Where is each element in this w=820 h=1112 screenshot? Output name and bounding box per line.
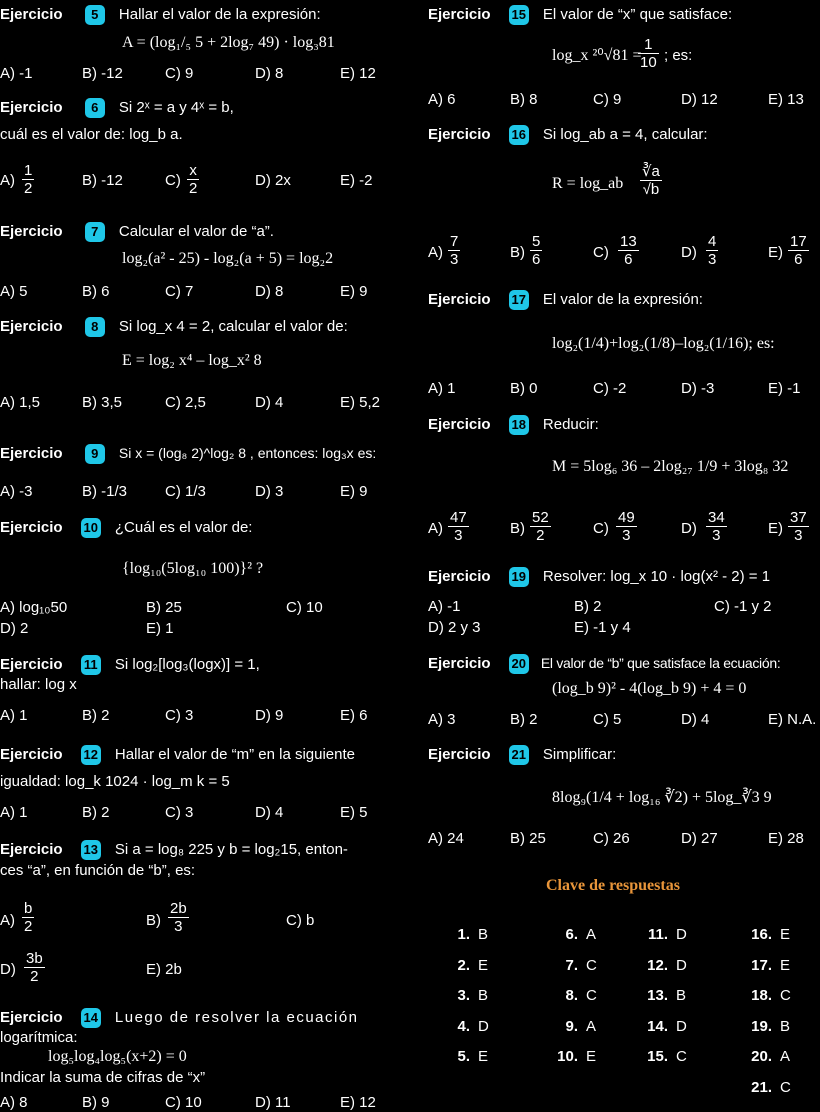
fraction: $\frac{b}{2}$ — [24, 900, 33, 935]
answer-key-number: 17. — [751, 956, 772, 974]
option: B) 6 — [82, 283, 110, 300]
option: C) 9 — [593, 91, 622, 108]
option: E) 12 — [340, 1094, 376, 1111]
answer-key-number: 12. — [647, 956, 668, 974]
exercise-20-header — [428, 654, 780, 674]
exercise-8-header — [0, 317, 348, 337]
option: A) -1 — [0, 65, 33, 82]
exercise-label: Ejercicio — [428, 567, 491, 585]
answer-key-item — [550, 987, 597, 1004]
answer-key-number: 21. — [751, 1078, 772, 1096]
exercise-8-expression: E = log₂ x⁴ – log_x² 8 — [122, 352, 262, 369]
exercise-16-expression: R = log_ab — [552, 175, 624, 192]
option: E) 9 — [340, 483, 368, 500]
option: D) 8 — [255, 65, 284, 82]
answer-key-letter: E — [780, 956, 791, 974]
exercise-text: Resolver: log_x 10 · log(x² - 2) = 1 — [542, 567, 771, 585]
option: E) 5 — [340, 804, 368, 821]
exercise-text: Si log₂[log₃(logx)] = 1, — [114, 655, 260, 673]
option: A) -1 — [428, 598, 461, 615]
exercise-label: Ejercicio — [0, 1008, 63, 1026]
answer-key-letter: C — [780, 987, 791, 1004]
exercise-text: igualdad: log_k 1024 · log_m k = 5 — [0, 773, 230, 790]
exercise-text: El valor de la expresión: — [542, 290, 703, 308]
exercise-label: Ejercicio — [0, 745, 63, 763]
answer-key-letter: D — [478, 1017, 489, 1035]
answer-key-letter: E — [478, 956, 489, 974]
option: A) 3 — [428, 711, 456, 728]
option: C) 5 — [593, 711, 622, 728]
option: D) 11 — [255, 1094, 291, 1111]
option: E) -2 — [340, 172, 373, 189]
exercise-5-expression: A = (log₁/₅ 5 + 2log₇ 49) · log₃81 — [122, 34, 335, 51]
exercise-number: 18 — [509, 415, 529, 435]
exercise-label: Ejercicio — [428, 415, 491, 433]
exercise-text: Indicar la suma de cifras de “x” — [0, 1069, 206, 1086]
exercise-label: Ejercicio — [428, 290, 491, 308]
fraction: $\frac{17}{6}$ — [790, 233, 807, 268]
option: B) 8 — [510, 91, 538, 108]
option: E) 28 — [768, 830, 804, 847]
answer-key-number: 6. — [565, 926, 578, 943]
answer-key-item — [640, 987, 686, 1004]
answer-key-item — [442, 1018, 489, 1035]
answer-key-number: 15. — [647, 1048, 668, 1065]
exercise-text: cuál es el valor de: log_b a. — [0, 126, 183, 143]
option: C) 26 — [593, 830, 630, 847]
answer-key-item — [442, 1048, 488, 1065]
exercise-number: 13 — [81, 840, 101, 860]
option: C) b — [286, 912, 315, 929]
option: A) 1 — [0, 707, 28, 724]
option: C) 2,5 — [165, 394, 206, 411]
option: E) 5,2 — [340, 394, 381, 411]
exercise-number: 21 — [509, 745, 529, 765]
exercise-14-header — [0, 1008, 359, 1028]
option: D) — [681, 244, 697, 261]
option: B) -12 — [82, 172, 123, 189]
exercise-number: 12 — [81, 745, 101, 765]
option: B) 0 — [510, 380, 538, 397]
option: A) 1 — [428, 380, 456, 397]
answer-key-letter: D — [676, 956, 687, 974]
option: A) 1,5 — [0, 394, 41, 411]
option: E) 6 — [340, 707, 368, 724]
option: D) — [0, 961, 16, 978]
option: D) -3 — [681, 380, 715, 397]
answer-key-number: 5. — [457, 1048, 470, 1065]
answer-key-letter: A — [586, 926, 597, 943]
fraction: $\frac{1}{2}$ — [24, 162, 33, 197]
exercise-text: El valor de “b” que satisface la ecuación: — [540, 654, 781, 671]
exercise-label: Ejercicio — [0, 655, 63, 673]
answer-key-item — [550, 1018, 596, 1035]
exercise-9-header — [0, 444, 376, 464]
fraction: $\frac{52}{2}$ — [532, 509, 549, 544]
option: A) 24 — [428, 830, 464, 847]
option: A) -3 — [0, 483, 33, 500]
answer-key-letter: B — [676, 987, 687, 1004]
answer-key-letter: D — [676, 1017, 687, 1035]
exercise-label: Ejercicio — [0, 317, 63, 335]
exercise-text: Hallar el valor de “m” en la siguiente — [114, 745, 356, 763]
answer-key-number: 4. — [457, 1017, 470, 1035]
option: E) 9 — [340, 283, 368, 300]
answer-key-letter: C — [586, 987, 597, 1004]
answer-key-item — [550, 1048, 596, 1065]
exercise-label: Ejercicio — [428, 5, 491, 23]
option: A) 5 — [0, 283, 28, 300]
option: B) 25 — [146, 599, 182, 616]
option: A) log₁₀50 — [0, 599, 68, 616]
exercise-text: Si 2ˣ = a y 4ˣ = b, — [118, 98, 234, 116]
option: C) 3 — [165, 707, 194, 724]
option: E) — [768, 520, 783, 537]
option: D) 27 — [681, 830, 718, 847]
answer-key-item — [744, 926, 790, 943]
exercise-number: 17 — [509, 290, 529, 310]
fraction: $\frac{1}{10}$ — [640, 36, 657, 71]
option: C) -1 y 2 — [714, 598, 772, 615]
exercise-21-expression: 8log₉(1/4 + log₁₆ ∛2) + 5log_∛3 9 — [552, 789, 772, 806]
exercise-label: Ejercicio — [0, 98, 63, 116]
option: B) 25 — [510, 830, 546, 847]
option: D) 8 — [255, 283, 284, 300]
answer-key-number: 3. — [457, 987, 470, 1004]
exercise-label: Ejercicio — [428, 654, 491, 672]
exercise-13-header — [0, 840, 348, 860]
option: C) 10 — [165, 1094, 202, 1111]
answer-key-item — [442, 987, 488, 1004]
answer-key-number: 19. — [751, 1017, 772, 1035]
exercise-18-header — [428, 415, 599, 435]
exercise-text: Si x = (log₈ 2)^log₂ 8 , entonces: log₃x es: — [118, 444, 377, 461]
answer-key-letter: B — [478, 987, 489, 1004]
fraction: $\frac{∛a}{√b}$ — [642, 163, 660, 198]
exercise-10-expression: {log₁₀(5log₁₀ 100)}² ? — [122, 560, 264, 577]
exercise-text: hallar: log x — [0, 676, 77, 693]
answer-key-item — [550, 926, 596, 943]
exercise-text: Si a = log₈ 225 y b = log₂15, enton- — [114, 840, 348, 858]
exercise-17-expression: log₂(1/4)+log₂(1/8)–log₂(1/16); es: — [552, 335, 775, 352]
exercise-number: 15 — [509, 5, 529, 25]
option: B) 2 — [574, 598, 602, 615]
exercise-15-header — [428, 5, 732, 25]
answer-key-letter: C — [586, 956, 597, 974]
exercise-5-header — [0, 5, 321, 25]
answer-key-item — [744, 957, 790, 974]
answer-key-title: Clave de respuestas — [546, 877, 680, 894]
exercise-19-header — [428, 567, 770, 587]
answer-key-item — [640, 957, 687, 974]
option: E) — [768, 244, 783, 261]
option: D) 2 y 3 — [428, 619, 481, 636]
fraction: $\frac{13}{6}$ — [620, 233, 637, 268]
exercise-number: 20 — [509, 654, 529, 674]
exercise-21-header — [428, 745, 616, 765]
answer-key-number: 1. — [457, 926, 470, 943]
option: A) 6 — [428, 91, 456, 108]
exercise-label: Ejercicio — [0, 518, 63, 536]
exercise-text: ces “a”, en función de “b”, es: — [0, 862, 196, 879]
option: B) -12 — [82, 65, 123, 82]
exercise-label: Ejercicio — [0, 5, 63, 23]
fraction: $\frac{37}{3}$ — [790, 509, 807, 544]
answer-key-number: 8. — [565, 987, 578, 1004]
answer-key-number: 7. — [565, 956, 578, 974]
answer-key-number: 10. — [557, 1048, 578, 1065]
option: B) 2 — [82, 804, 110, 821]
exercise-number: 14 — [81, 1008, 101, 1028]
answer-key-letter: C — [780, 1078, 791, 1096]
option: D) 4 — [255, 394, 284, 411]
exercise-text: Calcular el valor de “a”. — [118, 222, 274, 240]
exercise-number: 19 — [509, 567, 529, 587]
option: B) — [510, 244, 525, 261]
answer-key-item — [744, 1079, 791, 1096]
exercise-16-header — [428, 125, 708, 145]
answer-key-item — [640, 1048, 687, 1065]
exercise-7-header — [0, 222, 274, 242]
answer-key-item — [442, 957, 488, 974]
exercise-text: logarítmica: — [0, 1029, 78, 1046]
exercise-text: Simplificar: — [542, 745, 617, 763]
exercise-label: Ejercicio — [0, 222, 63, 240]
exercise-label: Ejercicio — [428, 125, 491, 143]
answer-key-item — [744, 1018, 790, 1035]
option: C) 7 — [165, 283, 194, 300]
exercise-number: 6 — [85, 98, 105, 118]
answer-key-item — [640, 1018, 687, 1035]
exercise-number: 7 — [85, 222, 105, 242]
exercise-number: 16 — [509, 125, 529, 145]
exercise-text: ¿Cuál es el valor de: — [114, 518, 253, 536]
option: A) 8 — [0, 1094, 28, 1111]
option: C) 9 — [165, 65, 194, 82]
option: B) 2 — [82, 707, 110, 724]
exercise-text: Reducir: — [542, 415, 599, 433]
option: B) 3,5 — [82, 394, 123, 411]
fraction: $\frac{49}{3}$ — [618, 509, 635, 544]
exercise-15-expression: log_x ²⁰√81 = — [552, 47, 642, 64]
exercise-11-header — [0, 655, 260, 675]
exercise-number: 11 — [81, 655, 101, 675]
option: A) — [428, 244, 443, 261]
option: C) — [593, 520, 609, 537]
fraction: $\frac{x}{2}$ — [189, 162, 198, 197]
answer-key-letter: E — [586, 1048, 597, 1065]
exercise-text: ; es: — [664, 47, 693, 64]
exercise-7-expression: log₂(a² - 25) - log₂(a + 5) = log₂2 — [122, 250, 334, 267]
exercise-text: Si log_ab a = 4, calcular: — [542, 125, 708, 143]
option: C) 10 — [286, 599, 323, 616]
option: D) 2 — [0, 620, 29, 637]
option: A) — [428, 520, 443, 537]
answer-key-letter: B — [780, 1017, 791, 1035]
option: E) -1 y 4 — [574, 619, 631, 636]
fraction: $\frac{3b}{2}$ — [26, 950, 43, 985]
exercise-label: Ejercicio — [0, 444, 63, 462]
option: E) 1 — [146, 620, 174, 637]
answer-key-number: 9. — [565, 1017, 578, 1035]
option: B) 2 — [510, 711, 538, 728]
option: C) 3 — [165, 804, 194, 821]
exercise-17-header — [428, 290, 703, 310]
exercise-text: Si log_x 4 = 2, calcular el valor de: — [118, 317, 348, 335]
answer-key-letter: E — [780, 926, 791, 943]
answer-key-letter: A — [586, 1017, 597, 1035]
answer-key-letter: A — [780, 1048, 791, 1065]
option: B) -1/3 — [82, 483, 128, 500]
option: E) 2b — [146, 961, 182, 978]
fraction: $\frac{2b}{3}$ — [170, 900, 187, 935]
answer-key-number: 11. — [647, 926, 668, 943]
exercise-text: Hallar el valor de la expresión: — [118, 5, 321, 23]
answer-key-item — [550, 957, 597, 974]
option: E) N.A. — [768, 711, 817, 728]
exercise-10-header — [0, 518, 252, 538]
option: E) 13 — [768, 91, 804, 108]
exercise-number: 8 — [85, 317, 105, 337]
fraction: $\frac{47}{3}$ — [450, 509, 467, 544]
exercise-18-expression: M = 5log₆ 36 – 2log₂₇ 1/9 + 3log₈ 32 — [552, 458, 789, 475]
answer-key-letter: B — [478, 926, 489, 943]
option: B) 9 — [82, 1094, 110, 1111]
answer-key-item — [442, 926, 488, 943]
option: B) — [146, 912, 161, 929]
exercise-number: 5 — [85, 5, 105, 25]
option: D) 4 — [255, 804, 284, 821]
answer-key-number: 14. — [647, 1017, 668, 1035]
option: E) 12 — [340, 65, 376, 82]
answer-key-letter: D — [676, 926, 687, 943]
exercise-number: 10 — [81, 518, 101, 538]
fraction: $\frac{4}{3}$ — [708, 233, 717, 268]
exercise-6-header — [0, 98, 234, 118]
exercise-12-header — [0, 745, 355, 765]
answer-key-number: 20. — [751, 1048, 772, 1065]
option: D) 9 — [255, 707, 284, 724]
exercise-label: Ejercicio — [0, 840, 63, 858]
exercise-text: Luego de resolver la ecuación — [114, 1008, 359, 1026]
exercise-20-expression: (log_b 9)² - 4(log_b 9) + 4 = 0 — [552, 680, 747, 697]
fraction: $\frac{34}{3}$ — [708, 509, 725, 544]
option: C) — [593, 244, 609, 261]
exercise-14-expression: log₅log₄log₅(x+2) = 0 — [48, 1048, 187, 1065]
option: C) — [165, 172, 181, 189]
answer-key-letter: C — [676, 1048, 687, 1065]
exercise-number: 9 — [85, 444, 105, 464]
answer-key-number: 2. — [457, 956, 470, 974]
answer-key-number: 16. — [751, 926, 772, 943]
answer-key-item — [744, 1048, 790, 1065]
option: D) — [681, 520, 697, 537]
option: D) 3 — [255, 483, 284, 500]
fraction: $\frac{5}{6}$ — [532, 233, 541, 268]
option: A) 1 — [0, 804, 28, 821]
option: D) 2x — [255, 172, 291, 189]
fraction: $\frac{7}{3}$ — [450, 233, 459, 268]
option: E) -1 — [768, 380, 801, 397]
answer-key-number: 13. — [647, 987, 668, 1004]
option: C) -2 — [593, 380, 627, 397]
answer-key-number: 18. — [751, 987, 772, 1004]
option: A) — [0, 172, 15, 189]
option: D) 4 — [681, 711, 710, 728]
answer-key-item — [744, 987, 791, 1004]
option: A) — [0, 912, 15, 929]
answer-key-item — [640, 926, 687, 943]
option: D) 12 — [681, 91, 718, 108]
answer-key-letter: E — [478, 1048, 489, 1065]
option: C) 1/3 — [165, 483, 206, 500]
exercise-label: Ejercicio — [428, 745, 491, 763]
exercise-text: El valor de “x” que satisface: — [542, 5, 733, 23]
option: B) — [510, 520, 525, 537]
